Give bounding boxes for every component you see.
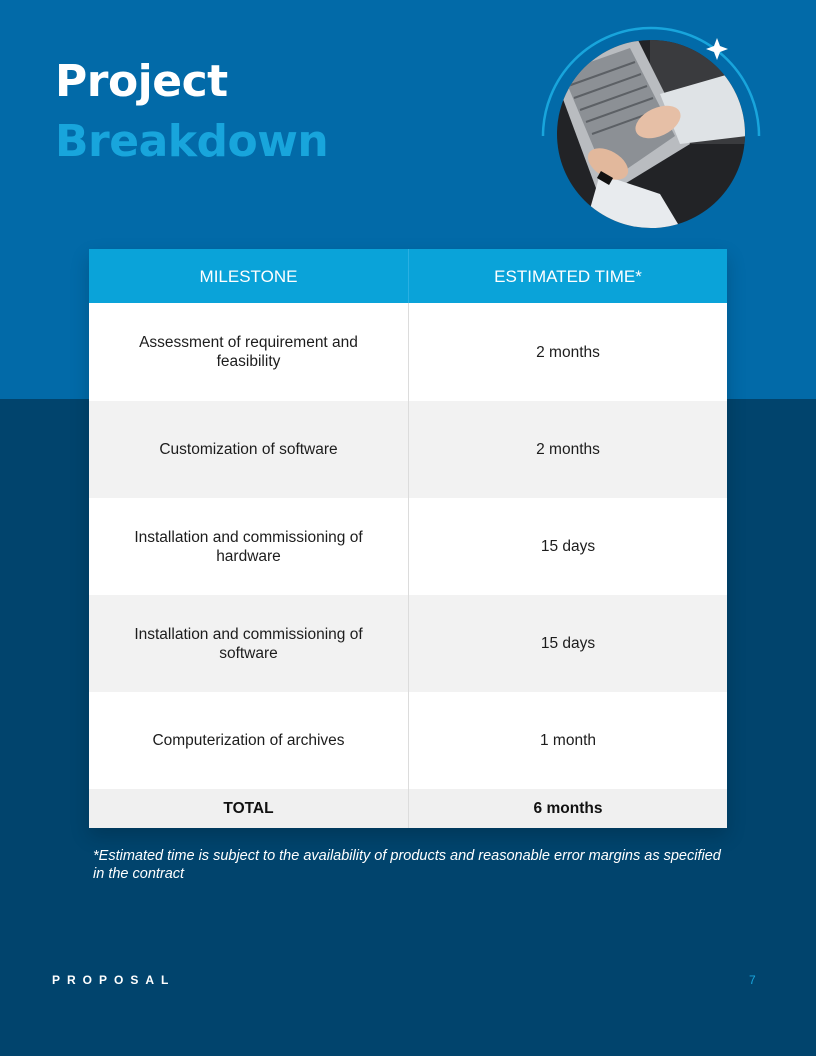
time-cell: 15 days xyxy=(408,498,727,595)
table-row xyxy=(89,401,727,498)
total-label: TOTAL xyxy=(223,800,274,817)
milestone-cell: Installation and commissioning of software xyxy=(134,625,363,662)
footer-brand: PROPOSAL xyxy=(52,973,176,987)
table-row xyxy=(89,303,727,401)
milestone-cell: Computerization of archives xyxy=(152,732,345,749)
column-header-milestone: MILESTONE xyxy=(199,266,298,286)
page-number: 7 xyxy=(749,973,756,987)
milestone-cell: Assessment of requirement and feasibility xyxy=(139,334,358,370)
page-title-line-2: Breakdown xyxy=(55,116,329,167)
table-row xyxy=(89,692,727,789)
header-photo xyxy=(540,24,764,244)
time-cell: 2 months xyxy=(408,303,727,401)
laptop-photo xyxy=(540,24,764,244)
milestone-cell: Installation and commissioning of hardware xyxy=(134,528,363,565)
time-cell: 2 months xyxy=(408,401,727,498)
page-title xyxy=(55,52,328,172)
total-value: 6 months xyxy=(408,789,727,828)
page-title-line-1: Project xyxy=(55,56,228,107)
footnote: *Estimated time is subject to the availability of products and reasonable error margins as specified in the contract xyxy=(93,848,721,882)
table-header-row xyxy=(89,249,727,303)
table-row xyxy=(89,498,727,595)
column-header-estimated-time: ESTIMATED TIME* xyxy=(408,249,727,303)
time-cell: 15 days xyxy=(408,595,727,692)
table-row xyxy=(89,595,727,692)
milestone-cell: Customization of software xyxy=(159,441,338,458)
milestone-table xyxy=(89,249,727,828)
table-total-row xyxy=(89,789,727,828)
time-cell: 1 month xyxy=(408,692,727,789)
